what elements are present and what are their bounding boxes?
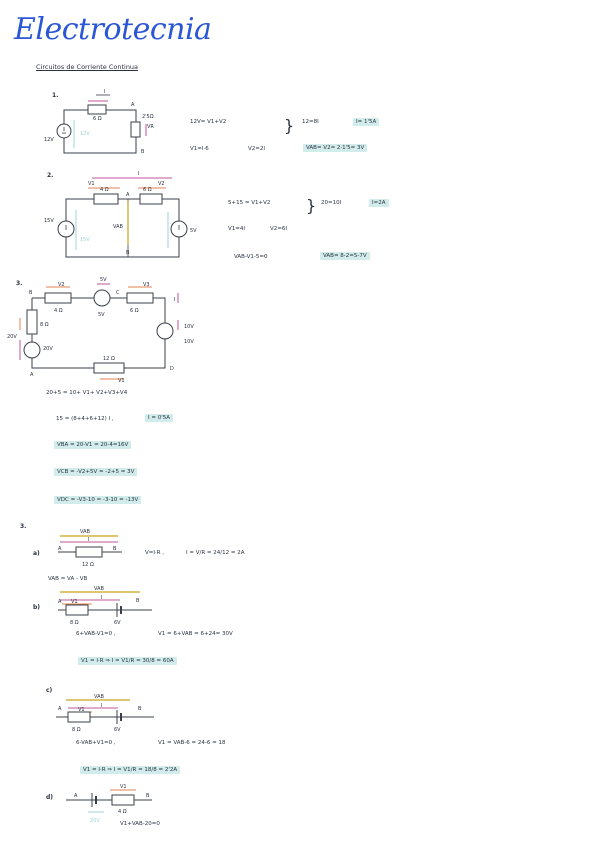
- section-2-result-current: I=2A: [369, 199, 389, 207]
- circuit-3-r-left: [27, 310, 37, 334]
- circuit-3-src-right-bot-label: 10V: [184, 339, 194, 345]
- circuit-3-node-a: A: [30, 372, 34, 378]
- circuit-1-teal-label: 12V: [80, 131, 90, 137]
- circuit-3-source-right: [157, 323, 173, 339]
- section-4a-eq3: VAB = VA - VB: [48, 576, 88, 582]
- section-3-eq1: 20+5 = 10+ V1+ V2+V3+V4: [46, 390, 128, 396]
- circuit-2-v2-label: V2: [158, 181, 165, 187]
- circuit-4a-node-b: B: [113, 546, 117, 552]
- section-1-eq5: V2=2I: [248, 146, 265, 152]
- circuit-3-r1: [45, 293, 71, 303]
- circuit-2-teal-label: 15V: [80, 237, 90, 243]
- circuit-4c-r-label: 8 Ω: [72, 727, 81, 733]
- section-4b-eq1: 6+VAB-V1=0 ,: [76, 631, 116, 637]
- section-4b-label: b): [33, 604, 41, 611]
- circuit-3-node-b: B: [29, 290, 33, 296]
- section-1-number: 1.: [52, 92, 59, 99]
- circuit-3-source-left: [24, 342, 40, 358]
- circuit-4a-current-label: I: [88, 537, 90, 543]
- section-heading: Circuitos de Corriente Continua: [36, 63, 139, 71]
- brace: }: [306, 196, 317, 215]
- circuit-1: [44, 89, 154, 155]
- circuit-3-r3: [127, 293, 153, 303]
- circuit-1-source-label: 12V: [44, 137, 54, 143]
- circuit-3-r1-label: 4 Ω: [54, 308, 63, 314]
- section-3-eq2: 15 = (8+4+6+12) I ,: [56, 416, 114, 422]
- section-2-eq4: V1=4I: [228, 226, 245, 232]
- circuit-3-current-label: I: [174, 297, 176, 303]
- circuit-4d-node-a: A: [74, 793, 78, 799]
- circuit-4d-r-label: 4 Ω: [118, 809, 127, 815]
- circuit-4c-node-a: A: [58, 706, 62, 712]
- section-1-eq2: 12=8I: [302, 119, 319, 125]
- section-3-vba: VBA = 20-V1 = 20-4=16V: [54, 441, 131, 449]
- section-2-eq6: VAB-V1-5=0: [234, 254, 268, 260]
- circuit-1-node-b: B: [141, 149, 145, 155]
- section-2-eq2: 20=10I: [321, 200, 342, 206]
- circuit-3-v2-label: V2: [58, 282, 65, 288]
- circuit-3-r3-label: 6 Ω: [130, 308, 139, 314]
- circuit-3-src-right-label: 10V: [184, 324, 194, 330]
- section-2-result-vab: VAB= 8-2=5-7V: [320, 252, 370, 260]
- section-2-eq1: 5+15 = V1+V2: [228, 200, 271, 206]
- page-title: Electrotecnia: [14, 12, 212, 47]
- circuit-4b-v1-label: V1: [71, 599, 78, 605]
- circuit-3-r-left-label: 8 Ω: [40, 322, 49, 328]
- circuit-4d: [66, 784, 152, 824]
- section-4b-eq3: V1 = I·R ⇒ I = V1/R = 30/8 = 60A: [78, 657, 177, 665]
- section-4c-eq2: V1 = VAB-6 = 24-6 = 18: [158, 740, 226, 746]
- circuit-2-resistor-1: [94, 194, 118, 204]
- circuit-3-r-bottom: [94, 363, 124, 373]
- section-4c-eq3: V1 = I·R ⇒ I = V1/R = 18/8 = 2'2A: [80, 766, 180, 774]
- circuit-1-node-a: A: [131, 102, 135, 108]
- circuit-4c: [56, 694, 154, 733]
- section-4a-label: a): [33, 550, 40, 557]
- circuit-2-node-b: B: [126, 250, 130, 256]
- section-3-vdc: VDC = -V3-10 = -3-10 = -13V: [54, 496, 141, 504]
- circuit-4c-resistor: [68, 712, 90, 722]
- circuit-4b: [58, 586, 152, 626]
- circuit-1-r-right-label: 2'5Ω: [142, 114, 154, 120]
- section-4-number: 3.: [20, 523, 27, 530]
- circuit-4b-src-label: 6V: [114, 620, 121, 626]
- circuit-4c-src-label: 6V: [114, 727, 121, 733]
- circuit-4b-node-b: B: [136, 598, 140, 604]
- section-3-result-current: I = 0'5A: [145, 414, 173, 422]
- circuit-3-node-c: C: [116, 290, 120, 296]
- circuit-3-v1-label: V1: [118, 378, 125, 384]
- section-4a-eq1: V=I·R ,: [145, 550, 165, 556]
- section-2-eq5: V2=6I: [270, 226, 287, 232]
- circuit-4a: [58, 529, 122, 568]
- circuit-4a-r-label: 12 Ω: [82, 562, 94, 568]
- circuit-1-resistor-right: [131, 122, 140, 137]
- section-1-result-current: I= 1'5A: [353, 118, 379, 126]
- circuit-4c-node-b: B: [138, 706, 142, 712]
- circuit-3-r-bottom-label: 12 Ω: [103, 356, 115, 362]
- circuit-4c-current-label: I: [101, 703, 103, 709]
- circuit-2-node-a: A: [126, 192, 130, 198]
- circuit-4d-src-label: 20V: [90, 818, 100, 824]
- circuit-2-vab-label: VAB: [113, 224, 123, 230]
- circuit-4b-resistor: [66, 605, 88, 615]
- circuit-1-r-top-label: 6 Ω: [93, 116, 102, 122]
- circuit-3-v3-label: V3: [143, 282, 150, 288]
- brace: }: [284, 116, 295, 135]
- circuit-4b-vab-label: VAB: [94, 586, 104, 592]
- section-1-eq4: V1=I·6: [190, 146, 209, 152]
- section-4a-eq2: I = V/R = 24/12 = 2A: [186, 550, 245, 556]
- circuit-3-top-src-bot-label: 5V: [98, 312, 105, 318]
- circuit-3-loop: [32, 298, 165, 368]
- section-1-eq1: 12V= V1+V2: [190, 119, 227, 125]
- circuit-3: [7, 277, 194, 384]
- circuit-1-vr-label: VR: [147, 124, 154, 130]
- circuit-4a-vab-label: VAB: [80, 529, 90, 535]
- circuit-1-current-label: I: [104, 89, 106, 95]
- section-3-vcb: VCB = -V2+5V = -2+5 = 3V: [54, 468, 137, 476]
- circuit-3-src-left-label: 20V: [43, 346, 53, 352]
- circuit-2-r2-label: 6 Ω: [143, 187, 152, 193]
- circuit-4a-resistor: [76, 547, 102, 557]
- circuit-4c-v1-label: V1: [78, 707, 85, 713]
- circuit-2-left-source-label: 15V: [44, 218, 54, 224]
- circuit-4d-node-b: B: [146, 793, 150, 799]
- circuit-3-node-d: D: [170, 366, 174, 372]
- circuit-4d-v1-label: V1: [120, 784, 127, 790]
- circuit-3-source-top: [94, 290, 110, 306]
- circuit-2-r1-label: 4 Ω: [100, 187, 109, 193]
- section-2-number: 2.: [47, 172, 54, 179]
- circuit-2-right-source-label: 5V: [190, 228, 197, 234]
- circuit-4d-resistor: [112, 795, 134, 805]
- section-4c-label: c): [46, 687, 53, 694]
- circuit-4b-r-label: 8 Ω: [70, 620, 79, 626]
- circuit-2-current-label: I: [138, 171, 140, 177]
- circuit-3-top-src-label: 5V: [100, 277, 107, 283]
- circuit-4b-node-a: A: [58, 599, 62, 605]
- circuit-3-v-left-label: 20V: [7, 334, 17, 340]
- section-4d-label: d): [46, 794, 54, 801]
- section-4d-eq1: V1+VAB-20=0: [120, 821, 160, 827]
- section-3-number: 3.: [16, 280, 23, 287]
- circuit-2-resistor-2: [140, 194, 162, 204]
- circuit-2: [44, 171, 197, 257]
- section-4b-eq2: V1 = 6+VAB = 6+24= 30V: [158, 631, 233, 637]
- circuit-2-v1-label: V1: [88, 181, 95, 187]
- circuit-4b-current-label: I: [101, 595, 103, 601]
- circuit-4c-vab-label: VAB: [94, 694, 104, 700]
- circuit-1-resistor-top: [88, 105, 106, 114]
- section-4c-eq1: 6-VAB+V1=0 ,: [76, 740, 116, 746]
- section-1-result-vab: VAB= V2= 2·1'5= 3V: [303, 144, 367, 152]
- circuit-4a-node-a: A: [58, 546, 62, 552]
